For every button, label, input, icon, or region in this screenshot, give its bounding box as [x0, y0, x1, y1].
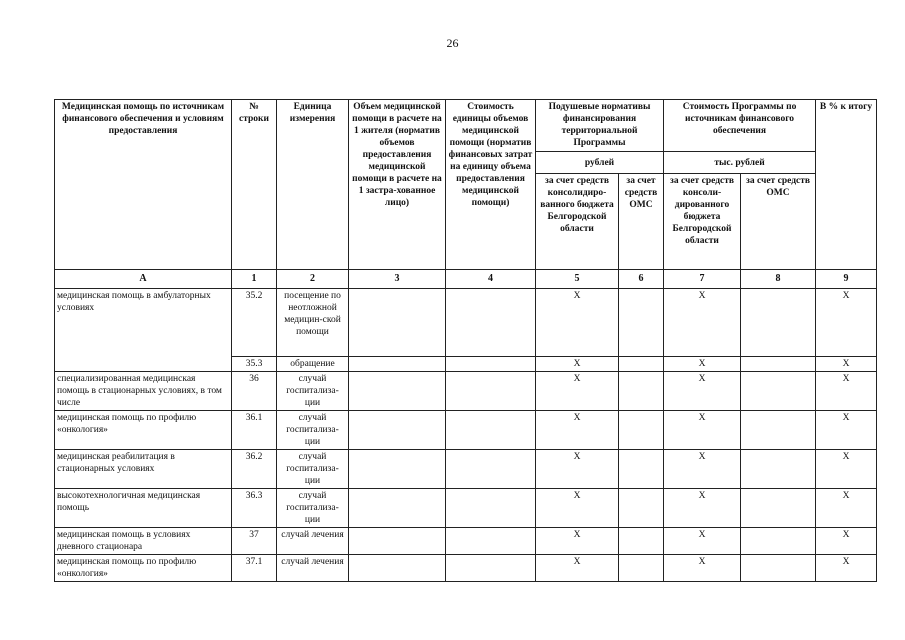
row-cell-8: [741, 357, 816, 372]
row-unit: посещение по неотложной медицин-ской помощи: [277, 289, 349, 357]
row-line-number: 37.1: [232, 555, 277, 582]
row-cell-6: [619, 489, 664, 528]
row-cell-3: [349, 372, 446, 411]
row-name: высокотехнологичная медицинская помощь: [55, 489, 232, 528]
index-cell: 7: [664, 270, 741, 289]
column-index-row: [55, 270, 877, 289]
row-cell-8: [741, 489, 816, 528]
row-name: медицинская помощь по профилю «онкология»: [55, 411, 232, 450]
row-cell-7: Х: [664, 489, 741, 528]
header-col-a: Медицинская помощь по источникам финансового обеспечения и условиям предоставления: [55, 100, 232, 270]
header-col-1: № строки: [232, 100, 277, 270]
row-cell-3: [349, 289, 446, 357]
row-cell-8: [741, 450, 816, 489]
row-cell-3: [349, 411, 446, 450]
row-line-number: 35.3: [232, 357, 277, 372]
row-cell-8: [741, 411, 816, 450]
header-unit-thousand-rubles: тыс. рублей: [664, 152, 816, 174]
row-line-number: 37: [232, 528, 277, 555]
row-cell-3: [349, 528, 446, 555]
row-line-number: 36.2: [232, 450, 277, 489]
row-cell-3: [349, 555, 446, 582]
table-row: [55, 372, 877, 411]
row-cell-7: Х: [664, 555, 741, 582]
row-cell-7: Х: [664, 411, 741, 450]
row-cell-7: Х: [664, 450, 741, 489]
header-unit-rubles: рублей: [536, 152, 664, 174]
row-unit: случай госпитализа-ции: [277, 411, 349, 450]
header-col-4: Стоимость единицы объемов медицинской помощи (норматив финансовых затрат на единицу объема предоставления медицинской помощи): [446, 100, 536, 270]
row-cell-6: [619, 528, 664, 555]
row-cell-5: Х: [536, 289, 619, 357]
header-col-7: за счет средств консоли-дированного бюджета Белгородской области: [664, 174, 741, 270]
financing-table: [54, 99, 877, 582]
row-cell-8: [741, 372, 816, 411]
row-cell-5: Х: [536, 489, 619, 528]
row-cell-7: Х: [664, 289, 741, 357]
row-cell-7: Х: [664, 357, 741, 372]
index-cell: 5: [536, 270, 619, 289]
row-cell-3: [349, 489, 446, 528]
row-cell-6: [619, 450, 664, 489]
row-cell-5: Х: [536, 372, 619, 411]
row-cell-5: Х: [536, 528, 619, 555]
row-cell-4: [446, 411, 536, 450]
table-row: [55, 528, 877, 555]
header-col-8: за счет средств ОМС: [741, 174, 816, 270]
row-cell-5: Х: [536, 450, 619, 489]
row-line-number: 36: [232, 372, 277, 411]
index-cell: 2: [277, 270, 349, 289]
row-unit: случай лечения: [277, 555, 349, 582]
table-row: [55, 289, 877, 357]
row-cell-4: [446, 289, 536, 357]
row-cell-6: [619, 357, 664, 372]
row-name: медицинская помощь в амбулаторных условиях: [55, 289, 232, 372]
row-cell-9: Х: [816, 489, 877, 528]
row-cell-6: [619, 555, 664, 582]
header-col-9: В % к итогу: [816, 100, 877, 270]
table-row: [55, 411, 877, 450]
row-cell-9: Х: [816, 555, 877, 582]
index-cell: А: [55, 270, 232, 289]
row-line-number: 35.2: [232, 289, 277, 357]
row-cell-3: [349, 450, 446, 489]
table-row: [55, 450, 877, 489]
row-cell-5: Х: [536, 411, 619, 450]
row-cell-9: Х: [816, 528, 877, 555]
header-col-6: за счет средств ОМС: [619, 174, 664, 270]
header-col-5: за счет средств консолидиро-ванного бюджета Белгородской области: [536, 174, 619, 270]
index-cell: 4: [446, 270, 536, 289]
row-cell-7: Х: [664, 372, 741, 411]
row-cell-8: [741, 289, 816, 357]
row-cell-4: [446, 372, 536, 411]
header-group-per-capita: Подушевые нормативы финансирования территориальной Программы: [536, 100, 664, 152]
row-name: медицинская реабилитация в стационарных условиях: [55, 450, 232, 489]
row-cell-6: [619, 289, 664, 357]
index-cell: 9: [816, 270, 877, 289]
page-number: 26: [446, 36, 459, 50]
row-unit: случай госпитализа-ции: [277, 372, 349, 411]
row-cell-9: Х: [816, 450, 877, 489]
row-cell-4: [446, 555, 536, 582]
row-cell-7: Х: [664, 528, 741, 555]
index-cell: 8: [741, 270, 816, 289]
row-unit: случай лечения: [277, 528, 349, 555]
row-cell-5: Х: [536, 357, 619, 372]
row-cell-4: [446, 528, 536, 555]
index-cell: 1: [232, 270, 277, 289]
row-unit: обращение: [277, 357, 349, 372]
row-cell-8: [741, 555, 816, 582]
row-name: медицинская помощь по профилю «онкология»: [55, 555, 232, 582]
row-cell-9: Х: [816, 411, 877, 450]
index-cell: 6: [619, 270, 664, 289]
row-cell-4: [446, 357, 536, 372]
row-cell-9: Х: [816, 289, 877, 357]
row-cell-9: Х: [816, 372, 877, 411]
row-cell-5: Х: [536, 555, 619, 582]
row-cell-4: [446, 489, 536, 528]
row-cell-9: Х: [816, 357, 877, 372]
row-cell-4: [446, 450, 536, 489]
row-line-number: 36.3: [232, 489, 277, 528]
row-cell-8: [741, 528, 816, 555]
row-unit: случай госпитализа-ции: [277, 450, 349, 489]
row-cell-6: [619, 411, 664, 450]
row-name: медицинская помощь в условиях дневного стационара: [55, 528, 232, 555]
row-line-number: 36.1: [232, 411, 277, 450]
row-cell-6: [619, 372, 664, 411]
table-row: [55, 489, 877, 528]
row-name: специализированная медицинская помощь в стационарных условиях, в том числе: [55, 372, 232, 411]
row-cell-3: [349, 357, 446, 372]
index-cell: 3: [349, 270, 446, 289]
row-unit: случай госпитализа-ции: [277, 489, 349, 528]
table-row: [55, 555, 877, 582]
header-group-program-cost: Стоимость Программы по источникам финансового обеспечения: [664, 100, 816, 152]
header-col-2: Единица измерения: [277, 100, 349, 270]
header-col-3: Объем медицинской помощи в расчете на 1 жителя (норматив объемов предоставления медицинской помощи в расчете на 1 застра-хованное лицо): [349, 100, 446, 270]
